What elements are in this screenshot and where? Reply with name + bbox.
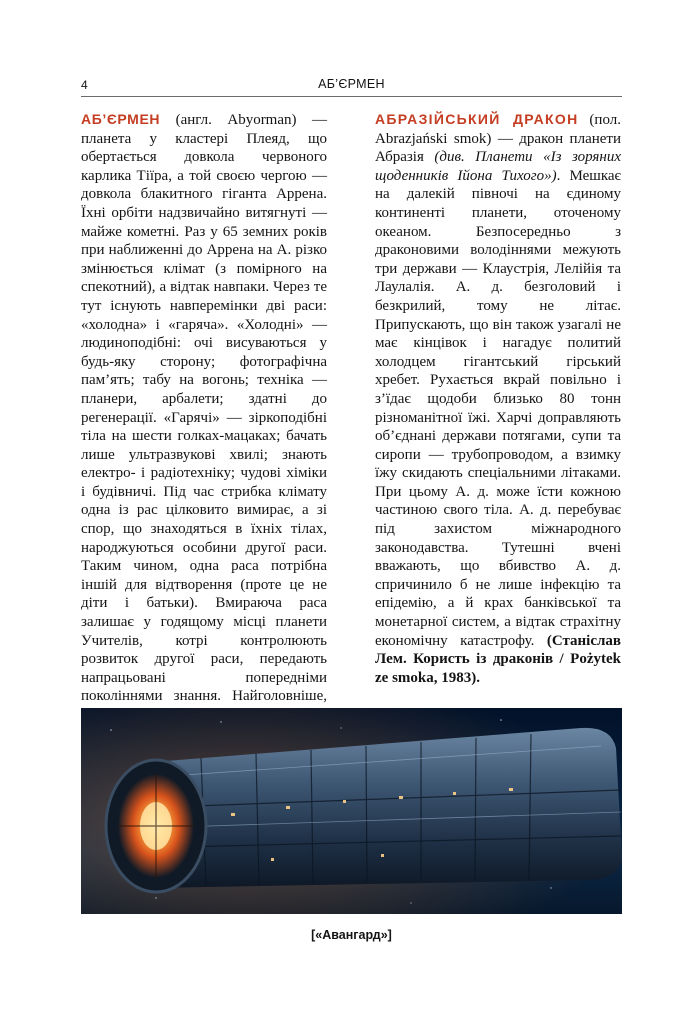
entry-abrazian-dragon [375, 110, 621, 687]
entry-body-intro: (пол. Abrazjański smok) — дракон планети Абразія [375, 112, 621, 166]
entry-body: (англ. Abyorman) — планета у кластері Плеяд, що обертається довкола червоного карлика Тіїра, а той своєю чергою — довкола блакитного гіганта Аррена. Їхні орбіти надзвичайно витягнуті — майже кометні. Раз у 65 земних років при наближенні до Аррена на А. різко змінюється клімат (з помірного на спекотний), а відтак навпаки. Через те тут існують навперемінки дві раси: «холодна» і «гаряча». «Холодні» — людиноподібні: очі висуваються у будь-яку сторону; фотографічна пам’ять; табу на вогонь; техніка — планери, арбалети; здатні до регенерації. «Гарячі» — зіркоподібні тіла на шести голках-мацаках; бачать лише ультразвукові хвилі; знають електро- і радіотехніку; чудові хіміки і будівничі. Під час стрибка клімату одна із рас цілковито вимирає, а зі спор, що знаходяться в їхніх тілах, народжуються особини другої раси. Таким чином, одна раса потрібна іншій для відтворення (проте це не діти і батьки). Вмираюча раса залишає у годящому місці планети Учителів, котрі контролюють розвиток другої раси, передають напрацьовані попередніми поколіннями знання. Найголовніше, [81, 112, 327, 705]
page-header [81, 70, 622, 97]
illustration-spaceship [81, 708, 622, 914]
entry-term: АБ’ЄРМЕН [81, 111, 161, 127]
entry-cross-reference: (див. Планети «Із зоряних щоденників Ійона Тихого») [375, 149, 621, 184]
figure-caption: [«Авангард»] [311, 928, 392, 942]
entry-body: . Мешкає на далекій півночі на єдиному континенті планети, оточеному океаном. Безпосередньо з драконовими володіннями межують три держави — Клаустрія, Лелійія та Лаулалія. А. д. безголовий і безкрилий, тому не літає. Припускають, що він також узагалі не має кінцівок і нагадує политий холодцем гігантський гірський хребет. Рухається вкрай повільно і з’їдає щодоби близько 80 тонн різноманітної їжі. Харчі доправляють об’єднані держави потягами, супи та сиропи — трубопроводом, а взимку їжу скидають спеціальними літаками. При цьому А. д. може їсти кожною частиною свого тіла. А. д. перебуває під захистом міжнародного законодавства. Тутешні вчені вважають, що вбивство А. д. спричинило б не лише інфекцію та епідемію, а й крах банківської та монетарної систем, а відтак страхітну економічну катастрофу. [375, 167, 621, 649]
entry-term: АБРАЗІЙСЬКИЙ ДРАКОН [375, 111, 579, 127]
running-head: АБ’ЄРМЕН [318, 77, 385, 91]
entry-source: (Станіслав Лем. Користь із драконів / Pożytek ze smoka, 1983). [375, 632, 621, 686]
page-number: 4 [81, 78, 88, 92]
spaceship-illustration-icon [81, 708, 622, 914]
